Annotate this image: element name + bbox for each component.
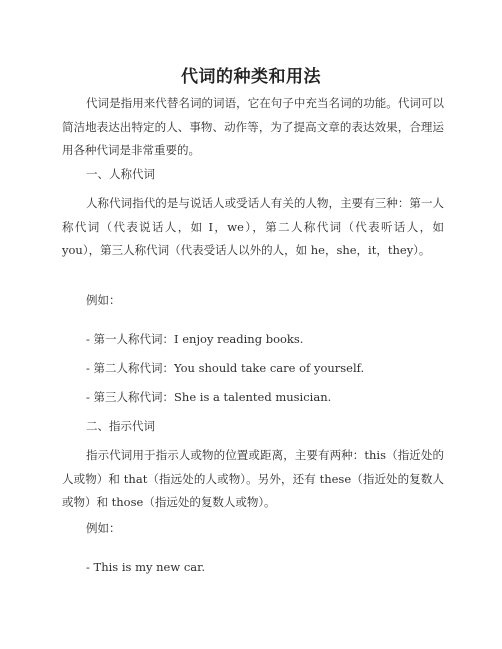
example-label: 例如： — [86, 521, 121, 535]
example-line: - 第三人称代词：She is a talented musician. — [86, 390, 332, 404]
example-line: - This is my new car. — [86, 560, 206, 574]
example-label: 例如： — [86, 293, 121, 307]
page-title: 代词的种类和用法 — [181, 67, 321, 87]
demonstrative-pronouns-paragraph: 指示代词用于指示人或物的位置或距离，主要有两种：this（指近处的人或物）和 that（指远处的人或物）。另外，还有 these（指近处的复数人或物）和 those（指远处的复数人或物）。 — [62, 448, 444, 509]
section-heading-personal-pronouns: 一、人称代词 — [86, 167, 155, 181]
personal-pronouns-paragraph: 人称代词指代的是与说话人或受话人有关的人物，主要有三种：第一人称代词（代表说话人，如 I，we），第二人称代词（代表听话人，如 you），第三人称代词（代表受话人以外的人，如 he，she，it，they）。 — [62, 196, 444, 257]
intro-paragraph: 代词是指用来代替名词的词语，它在句子中充当名词的功能。代词可以简洁地表达出特定的人、事物、动作等，为了提高文章的表达效果，合理运用各种代词是非常重要的。 — [62, 96, 444, 157]
section-heading-demonstrative-pronouns: 二、指示代词 — [86, 419, 155, 433]
example-line: - 第一人称代词：I enjoy reading books. — [86, 332, 304, 346]
example-line: - 第二人称代词：You should take care of yourself. — [86, 361, 365, 375]
